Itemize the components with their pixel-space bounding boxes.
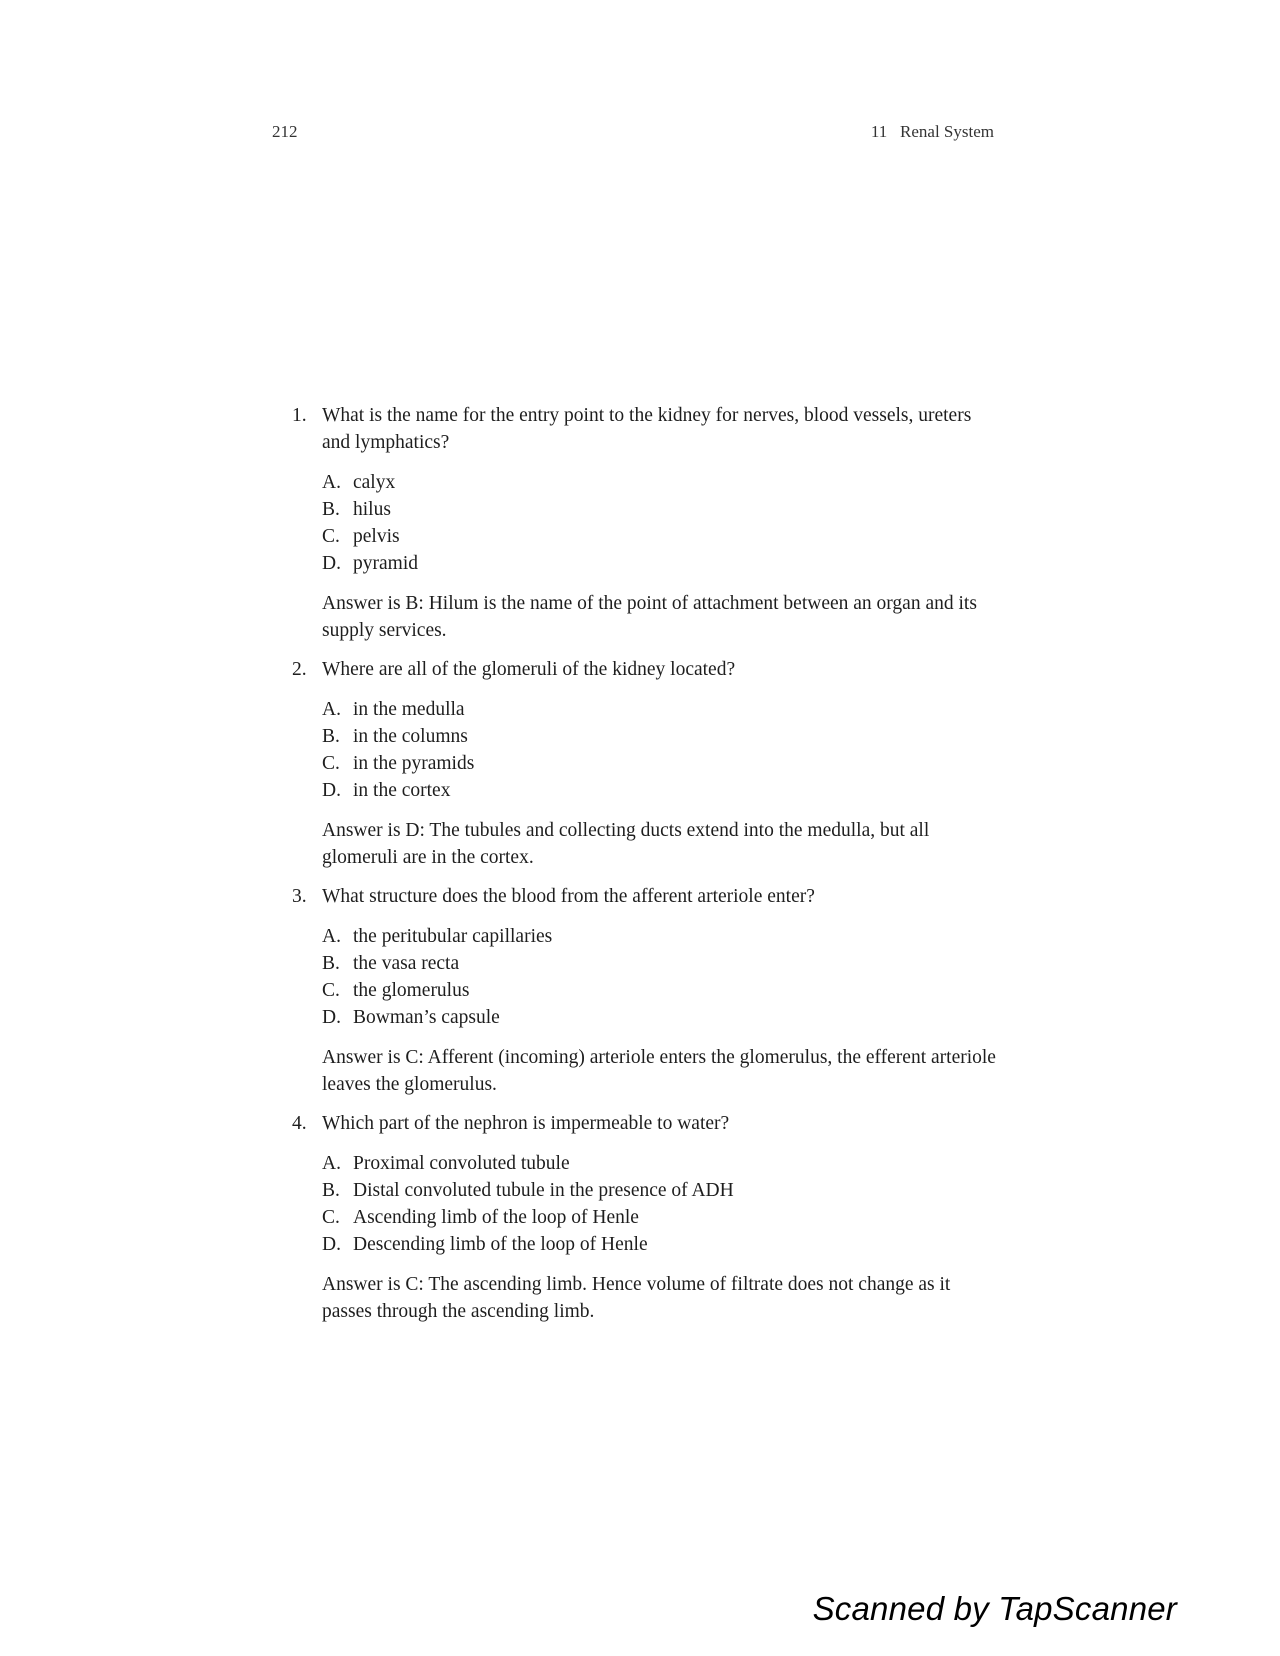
option-text: in the cortex (353, 780, 451, 801)
option-c (322, 523, 1002, 550)
answer-text: Answer is C: Afferent (incoming) arteriole enters the glomerulus, the efferent arteriole leaves the glomerulus. (322, 1047, 996, 1095)
option-letter: D. (322, 780, 341, 801)
option-letter: C. (322, 1207, 340, 1228)
option-list (322, 696, 1002, 804)
running-title: 11 Renal System (870, 122, 994, 141)
question-1 (292, 402, 1002, 644)
option-b (322, 723, 1002, 750)
option-text: Descending limb of the loop of Henle (353, 1234, 648, 1255)
question-text: Which part of the nephron is impermeable to water? (322, 1113, 730, 1134)
option-a (322, 696, 1002, 723)
option-letter: B. (322, 1180, 340, 1201)
page-number: 212 (272, 122, 298, 141)
option-a (322, 1150, 1002, 1177)
option-d (322, 777, 1002, 804)
option-text: Distal convoluted tubule in the presence of ADH (353, 1180, 734, 1201)
option-letter: D. (322, 1234, 341, 1255)
option-a (322, 923, 1002, 950)
option-text: Proximal convoluted tubule (353, 1153, 570, 1174)
option-letter: C. (322, 753, 340, 774)
option-b (322, 496, 1002, 523)
question-number: 4. (292, 1113, 307, 1134)
option-letter: C. (322, 980, 340, 1001)
option-letter: A. (322, 699, 341, 720)
option-text: the glomerulus (353, 980, 470, 1001)
option-letter: D. (322, 553, 341, 574)
option-text: pyramid (353, 553, 418, 574)
option-text: in the medulla (353, 699, 465, 720)
option-letter: B. (322, 953, 340, 974)
option-letter: D. (322, 1007, 341, 1028)
option-c (322, 750, 1002, 777)
option-list (322, 923, 1002, 1031)
option-list (322, 469, 1002, 577)
answer-text: Answer is D: The tubules and collecting ducts extend into the medulla, but all glomeruli are in the cortex. (322, 820, 930, 868)
option-text: pelvis (353, 526, 400, 547)
scan-watermark: Scanned by TapScanner (812, 1590, 1177, 1627)
option-d (322, 1004, 1002, 1031)
option-b (322, 1177, 1002, 1204)
option-letter: B. (322, 499, 340, 520)
option-letter: A. (322, 926, 341, 947)
option-letter: A. (322, 1153, 341, 1174)
option-text: in the pyramids (353, 753, 475, 774)
question-text: What structure does the blood from the afferent arteriole enter? (322, 886, 815, 907)
option-list (322, 1150, 1002, 1258)
answer-text: Answer is B: Hilum is the name of the point of attachment between an organ and its supply services. (322, 593, 977, 641)
option-text: Ascending limb of the loop of Henle (353, 1207, 639, 1228)
option-a (322, 469, 1002, 496)
option-c (322, 1204, 1002, 1231)
question-3 (292, 883, 1002, 1098)
page-header (272, 122, 994, 148)
option-d (322, 550, 1002, 577)
question-list (292, 402, 1002, 1337)
option-text: Bowman’s capsule (353, 1007, 500, 1028)
option-letter: A. (322, 472, 341, 493)
question-4 (292, 1110, 1002, 1325)
option-letter: B. (322, 726, 340, 747)
option-text: calyx (353, 472, 396, 493)
option-text: the peritubular capillaries (353, 926, 553, 947)
answer-text: Answer is C: The ascending limb. Hence volume of filtrate does not change as it passes through the ascending limb. (322, 1274, 951, 1322)
option-text: in the columns (353, 726, 468, 747)
option-c (322, 977, 1002, 1004)
question-number: 3. (292, 886, 307, 907)
question-text: What is the name for the entry point to the kidney for nerves, blood vessels, ureters and lymphatics? (322, 405, 972, 453)
question-number: 2. (292, 659, 307, 680)
option-text: the vasa recta (353, 953, 460, 974)
question-2 (292, 656, 1002, 871)
option-text: hilus (353, 499, 391, 520)
option-letter: C. (322, 526, 340, 547)
question-number: 1. (292, 405, 307, 426)
question-text: Where are all of the glomeruli of the kidney located? (322, 659, 736, 680)
option-b (322, 950, 1002, 977)
option-d (322, 1231, 1002, 1258)
